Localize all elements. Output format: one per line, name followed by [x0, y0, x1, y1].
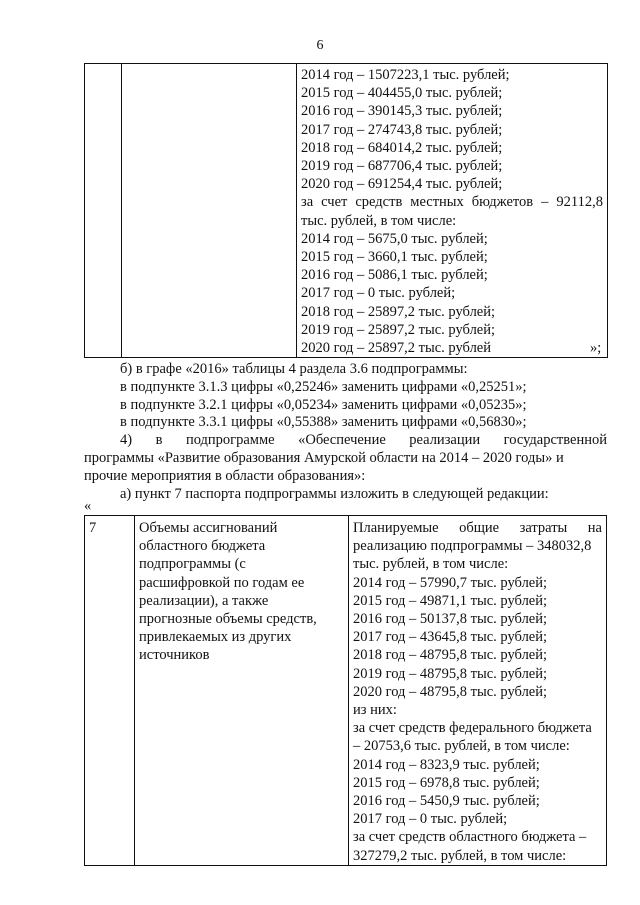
- table-line: Объемы ассигнований: [139, 520, 278, 536]
- table-line: 2019 год – 48795,8 тыс. рублей;: [353, 665, 548, 682]
- table-cell-number: [85, 64, 122, 358]
- table-line: 2014 год – 1507223,1 тыс. рублей;: [301, 67, 510, 83]
- table-cell-values: [297, 64, 608, 358]
- table-cell-name: [122, 64, 297, 358]
- table-line: подпрограммы (с: [139, 556, 246, 573]
- table-line: 2017 год – 0 тыс. рублей;: [353, 811, 508, 828]
- table-line: 2017 год – 0 тыс. рублей;: [301, 285, 456, 302]
- table-line: расшифровкой по годам ее: [139, 574, 305, 591]
- table-line: 2018 год – 684014,2 тыс. рублей;: [301, 139, 503, 156]
- opening-quote: «: [84, 498, 92, 514]
- table-line: – 20753,6 тыс. рублей, в том числе:: [353, 738, 570, 755]
- table-line: 2014 год – 5675,0 тыс. рублей;: [301, 230, 488, 247]
- funding-table-continued: [84, 63, 608, 358]
- table-row: [85, 516, 607, 866]
- table-line: 2018 год – 48795,8 тыс. рублей;: [353, 647, 548, 664]
- paragraph-line: б) в графе «2016» таблицы 4 раздела 3.6 подпрограммы:: [120, 361, 468, 377]
- table-line: 2015 год – 404455,0 тыс. рублей;: [301, 85, 503, 102]
- table-line: 2015 год – 6978,8 тыс. рублей;: [353, 774, 540, 791]
- table-line: тыс. рублей, в том числе:: [301, 212, 457, 229]
- table-line: 2014 год – 8323,9 тыс. рублей;: [353, 756, 540, 773]
- table-cell-values: [349, 516, 607, 866]
- paragraph-line: прочие мероприятия в области образования»:: [84, 467, 366, 484]
- table-line: реализацию подпрограммы – 348032,8: [353, 538, 592, 555]
- table-line: 2016 год – 390145,3 тыс. рублей;: [301, 103, 503, 120]
- table-line: Планируемые общие затраты на: [353, 520, 602, 536]
- table-line: за счет средств областного бюджета –: [353, 829, 587, 846]
- passport-item-table: [84, 515, 607, 866]
- table-row: [85, 64, 608, 358]
- table-line: 2015 год – 49871,1 тыс. рублей;: [353, 592, 548, 609]
- table-line: 2014 год – 57990,7 тыс. рублей;: [353, 574, 548, 591]
- table-line: за счет средств местных бюджетов – 92112,8: [301, 194, 603, 211]
- table-line: из них:: [353, 702, 397, 719]
- table-line: 2017 год – 43645,8 тыс. рублей;: [353, 629, 548, 646]
- table-line: 2019 год – 25897,2 тыс. рублей;: [301, 321, 496, 338]
- paragraph-line: в подпункте 3.2.1 цифры «0,05234» заменить цифрами «0,05235»;: [120, 396, 527, 413]
- table-cell-name: [135, 516, 349, 866]
- page-number: 6: [316, 38, 324, 53]
- table-line: 2020 год – 25897,2 тыс. рублей: [301, 340, 492, 357]
- paragraph-line: программы «Развитие образования Амурской области на 2014 – 2020 годы» и: [84, 449, 564, 466]
- table-line: 2016 год – 50137,8 тыс. рублей;: [353, 611, 548, 628]
- table-cell-number: 7: [85, 516, 135, 866]
- table-line: прогнозные объемы средств,: [139, 611, 317, 628]
- amendment-text: [84, 361, 607, 503]
- table-line: 2016 год – 5450,9 тыс. рублей;: [353, 793, 540, 810]
- paragraph-line: 4) в подпрограмме «Обеспечение реализации государственной: [120, 432, 607, 449]
- table-line: 2020 год – 48795,8 тыс. рублей;: [353, 683, 548, 700]
- table-line: реализации), а также: [139, 592, 269, 609]
- paragraph-line: а) пункт 7 паспорта подпрограммы изложить в следующей редакции:: [120, 485, 549, 502]
- table-line: 2017 год – 274743,8 тыс. рублей;: [301, 121, 503, 138]
- table-line: тыс. рублей, в том числе:: [353, 556, 509, 573]
- table-line: областного бюджета: [139, 538, 266, 555]
- table-line: источников: [139, 647, 210, 664]
- paragraph-line: в подпункте 3.3.1 цифры «0,55388» заменить цифрами «0,56830»;: [120, 414, 527, 431]
- table-line: 2020 год – 691254,4 тыс. рублей;: [301, 176, 503, 193]
- table-line: 2015 год – 3660,1 тыс. рублей;: [301, 249, 488, 266]
- table-line: 327279,2 тыс. рублей, в том числе:: [353, 847, 567, 864]
- table-line: 2018 год – 25897,2 тыс. рублей;: [301, 303, 496, 320]
- table-line: 2019 год – 687706,4 тыс. рублей;: [301, 158, 503, 175]
- closing-quote: »;: [590, 340, 602, 356]
- table-line: за счет средств федерального бюджета: [353, 720, 592, 737]
- table-line: привлекаемых из других: [139, 629, 292, 646]
- table-line: 2016 год – 5086,1 тыс. рублей;: [301, 267, 488, 284]
- paragraph-line: в подпункте 3.1.3 цифры «0,25246» заменить цифрами «0,25251»;: [120, 378, 527, 395]
